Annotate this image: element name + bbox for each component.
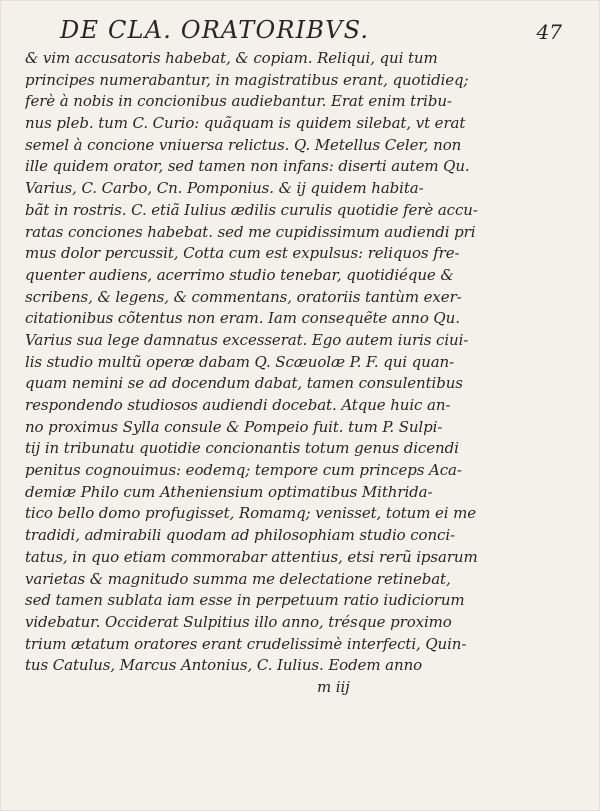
text-line: & vim accusatoris habebat, & copiam. Reliqui, qui tum — [25, 49, 438, 67]
text-line: no proximus Sylla consule & Pompeio fuit. tum P. Sulpi- — [25, 417, 443, 436]
text-line: tico bello domo profugisset, Romamq; venisset, totum ei me — [25, 504, 477, 523]
text-line: tus Catulus, Marcus Antonius, C. Iulius. Eodem anno — [25, 656, 423, 675]
text-line: Varius, C. Carbo, Cn. Pomponius. & ij quidem habita- — [25, 179, 424, 198]
text-line: quenter audiens, acerrimo studio tenebar, quotidiéque & — [25, 265, 454, 284]
text-line: demiæ Philo cum Atheniensium optimatibus Mithrida- — [25, 482, 433, 501]
page-number: 47 — [536, 20, 562, 44]
text-line: trium ætatum oratores erant crudelissimè interfecti, Quin- — [25, 634, 467, 653]
text-line: ille quidem orator, sed tamen non infans: diserti autem Qu. — [25, 157, 470, 176]
text-line: videbatur. Occiderat Sulpitius illo anno, trésque proximo — [25, 612, 452, 631]
text-line: quam nemini se ad docendum dabat, tamen consulentibus — [25, 374, 463, 393]
text-line: scribens, & legens, & commentans, oratoriis tantùm exer- — [25, 287, 462, 306]
text-line: sed tamen sublata iam esse in perpetuum ratio iudiciorum — [25, 591, 465, 610]
text-line: respondendo studiosos audiendi docebat. Atque huic an- — [25, 396, 451, 414]
text-line: varietas & magnitudo summa me delectatione retinebat, — [25, 569, 451, 588]
text-line: mus dolor percussit, Cotta cum est expulsus: reliquos fre- — [25, 244, 460, 263]
text-line: tatus, in quo etiam commorabar attentius, etsi rerũ ipsarum — [25, 547, 478, 566]
signature-mark: m iij — [317, 677, 350, 696]
text-line: tradidi, admirabili quodam ad philosophiam studio conci- — [25, 526, 456, 545]
text-line: ratas conciones habebat. sed me cupidissimum audiendi pri — [25, 222, 476, 241]
text-line: principes numerabantur, in magistratibus erant, quotidieq; — [25, 70, 469, 89]
text-line: lis studio multũ operæ dabam Q. Scæuolæ P. F. qui quan- — [25, 352, 455, 371]
text-line: semel à concione vniuersa relictus. Q. Metellus Celer, non — [25, 135, 462, 154]
text-line: ferè à nobis in concionibus audiebantur. Erat enim tribu- — [25, 92, 452, 111]
body-text — [25, 48, 585, 699]
text-line: citationibus cõtentus non eram. Iam consequẽte anno Qu. — [25, 309, 460, 328]
running-head — [52, 14, 562, 46]
text-line: Varius sua lege damnatus excesserat. Ego autem iuris ciui- — [25, 330, 469, 349]
text-line: bãt in rostris. C. etiã Iulius ædilis curulis quotidie ferè accu- — [25, 200, 478, 219]
text-line: nus pleb. tum C. Curio: quãquam is quidem silebat, vt erat — [25, 114, 466, 133]
text-line: tij in tribunatu quotidie concionantis totum genus dicendi — [25, 439, 459, 458]
running-title: DE CLA. ORATORIBVS. — [60, 16, 370, 44]
text-line: penitus cognouimus: eodemq; tempore cum princeps Aca- — [25, 461, 462, 480]
